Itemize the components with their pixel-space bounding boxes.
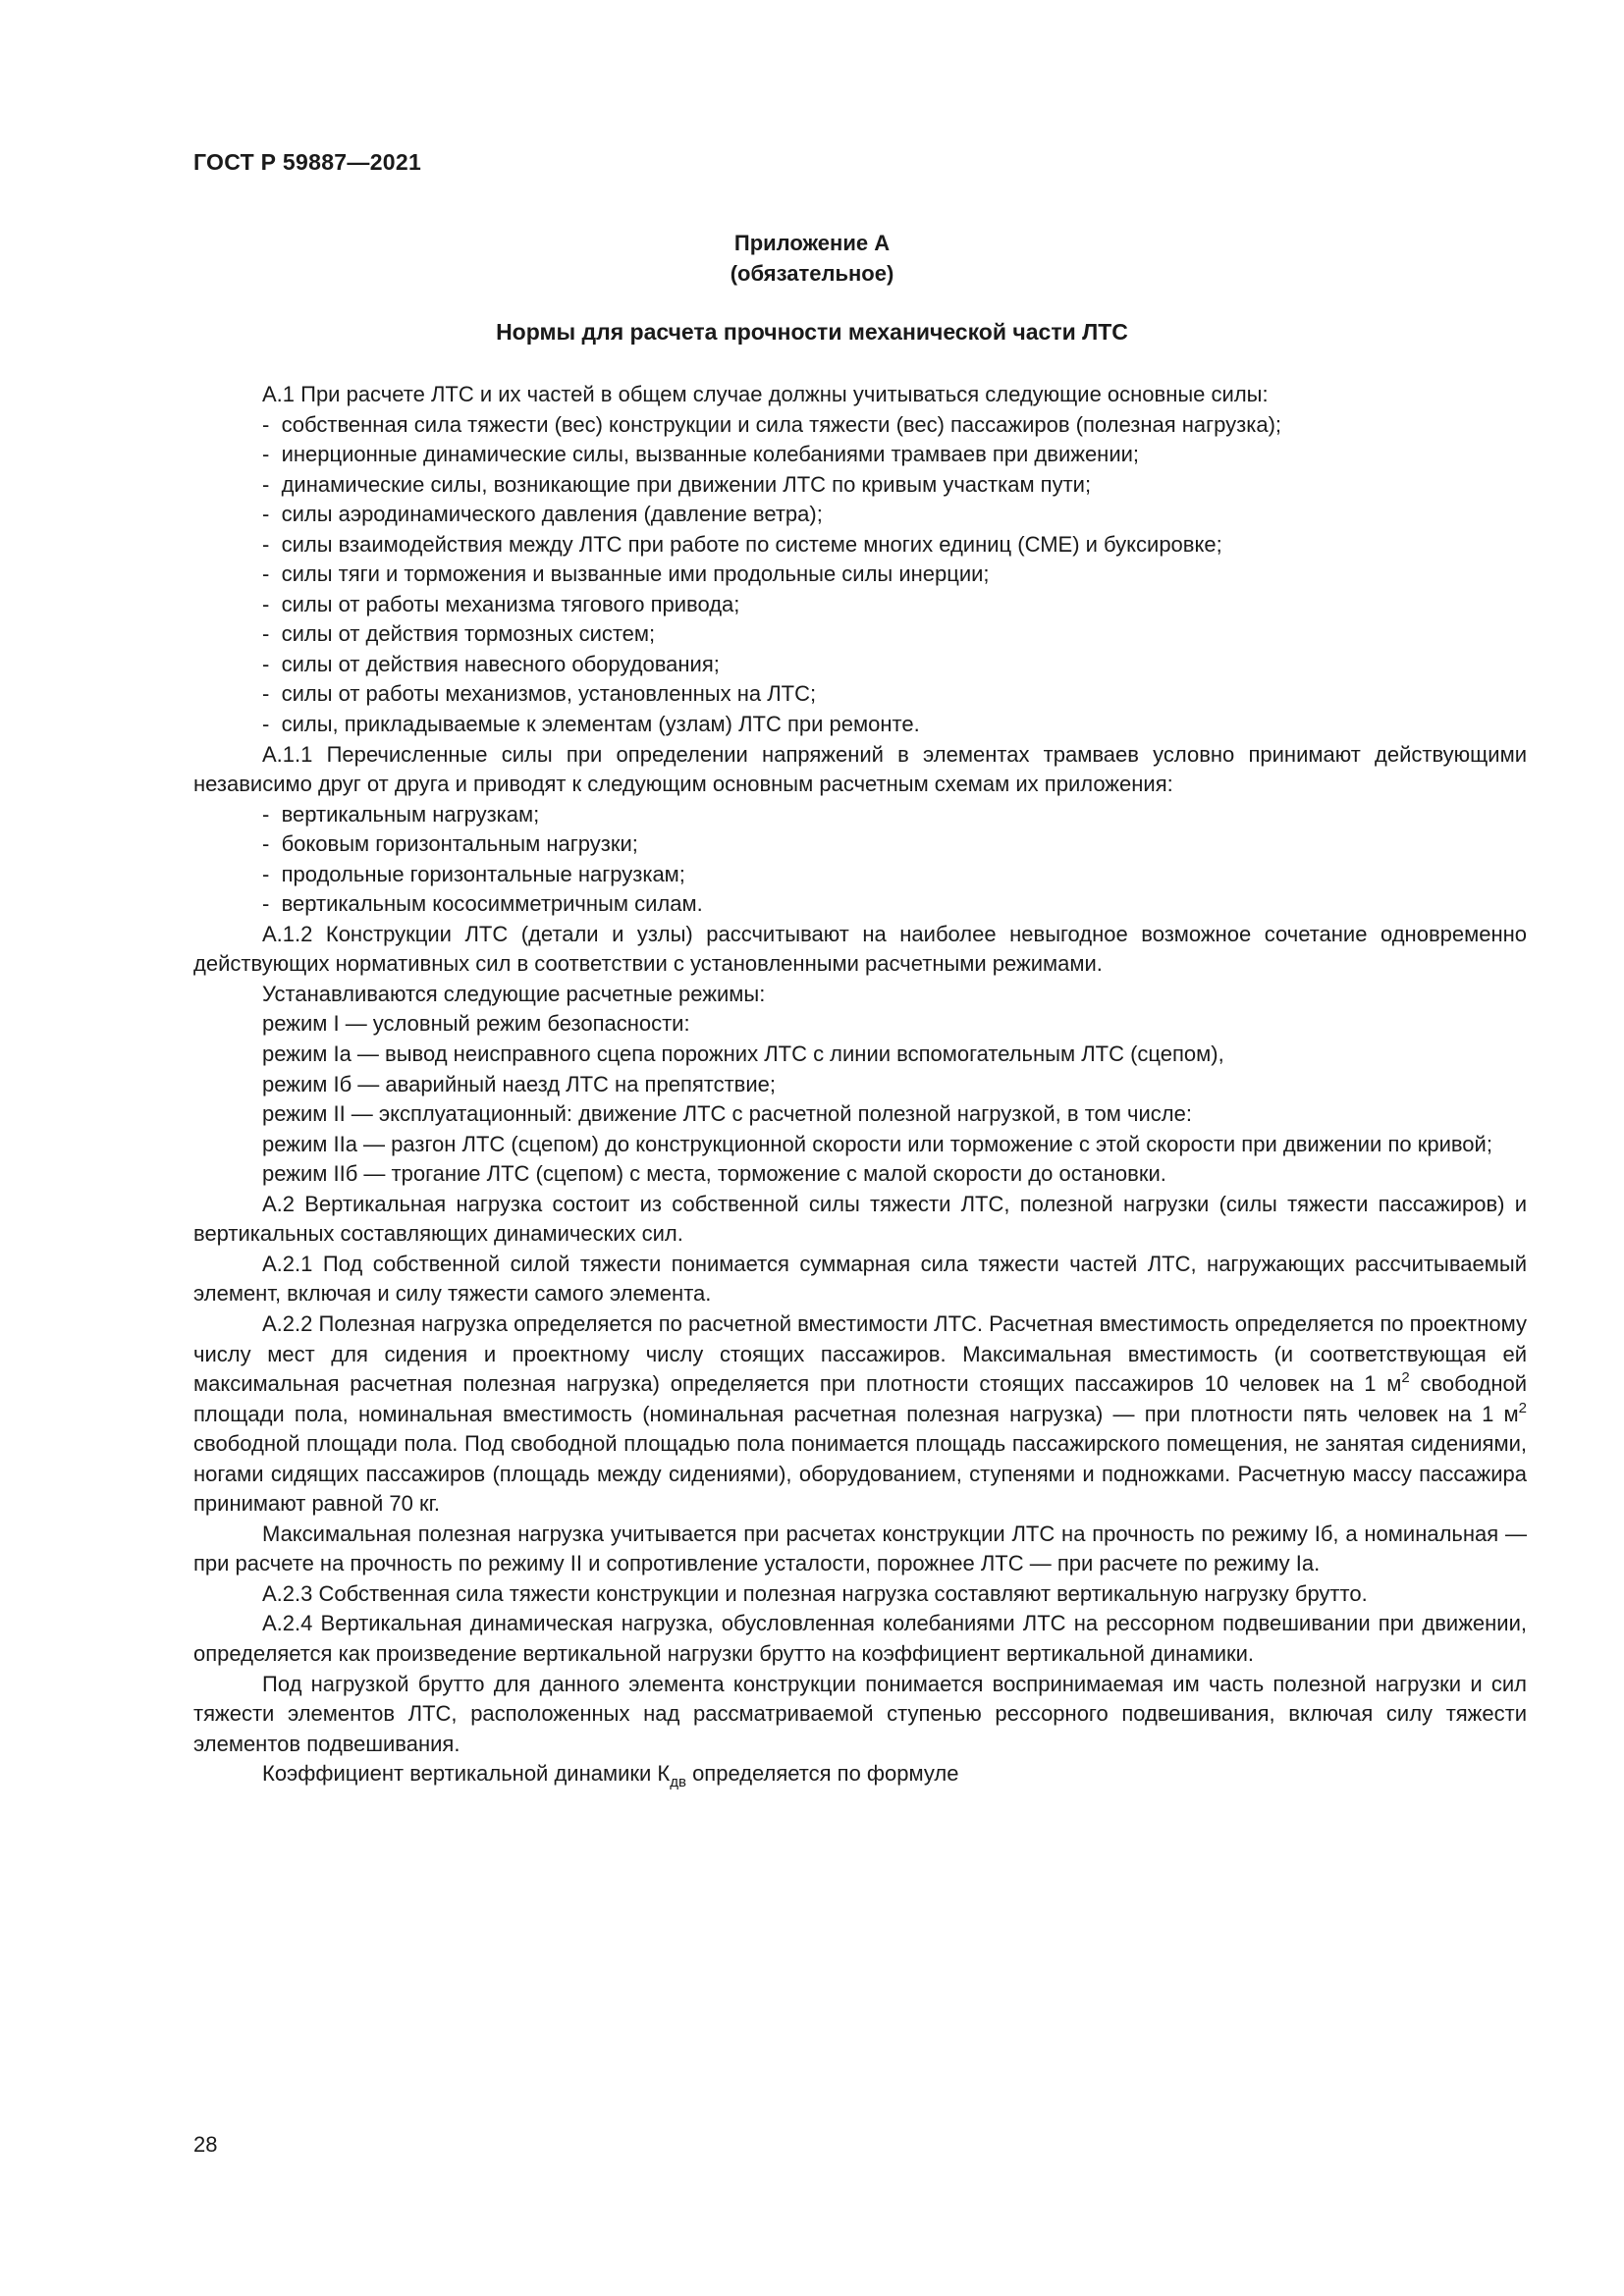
list-item: - силы от действия навесного оборудования; <box>193 650 1527 680</box>
paragraph-a2-4: А.2.4 Вертикальная динамическая нагрузка, обусловленная колебаниями ЛТС на рессорном подвешивании при движении, определяется как произведение вертикальной нагрузки брутто на коэффициент вертикальной динамики. <box>193 1611 1527 1666</box>
list-item: - силы взаимодействия между ЛТС при работе по системе многих единиц (СМЕ) и буксировке; <box>193 530 1527 561</box>
paragraph-a2-1: А.2.1 Под собственной силой тяжести понимается суммарная сила тяжести частей ЛТС, нагружающих рассчитываемый элемент, включая и силу тяжести самого элемента. <box>193 1251 1527 1307</box>
list-item: - инерционные динамические силы, вызванные колебаниями трамваев при движении; <box>193 440 1527 470</box>
modes-intro: Устанавливаются следующие расчетные режимы: <box>262 981 766 1006</box>
list-item: - силы аэродинамического давления (давление ветра); <box>193 500 1527 530</box>
list-item: - динамические силы, возникающие при движении ЛТС по кривым участкам пути; <box>193 470 1527 501</box>
a22-text-1: А.2.2 Полезная нагрузка определяется по расчетной вместимости ЛТС. Расчетная вместимость определяется по проектному числу мест для сидения и проектному числу стоящих пассажиров. Максимальная вместимость (и соответствующая ей максимальная расчетная полезная нагрузка) определяется при плотности стоящих пассажиров 10 человек на 1 м <box>193 1310 1527 1397</box>
paragraph-a1: А.1 При расчете ЛТС и их частей в общем случае должны учитываться следующие основные силы: <box>262 382 1269 406</box>
list-item: - силы от работы механизмов, установленных на ЛТС; <box>193 679 1527 710</box>
appendix-status: (обязательное) <box>730 261 894 286</box>
section-title: Нормы для расчета прочности механической части ЛТС <box>496 319 1128 345</box>
list-item: - вертикальным нагрузкам; <box>193 800 1527 830</box>
mode-item: режим II — эксплуатационный: движение ЛТС с расчетной полезной нагрузкой, в том числе: <box>262 1101 1192 1127</box>
list-item: - собственная сила тяжести (вес) конструкции и сила тяжести (вес) пассажиров (полезная нагрузка); <box>193 410 1527 441</box>
paragraph-a2-2 <box>193 1309 1527 1520</box>
a22-text-3: свободной площади пола. Под свободной площадью пола понимается площадь пассажирского помещения, не занятая сидениями, ногами сидящих пассажиров (площадь между сидениями), оборудованием, ступенями и подножками. Расчетную массу пассажира принимают равной 70 кг. <box>193 1431 1527 1517</box>
subscript: дв <box>670 1774 686 1791</box>
list-item: - силы от работы механизма тягового привода; <box>193 590 1527 620</box>
paragraph-a2: А.2 Вертикальная нагрузка состоит из собственной силы тяжести ЛТС, полезной нагрузки (силы тяжести пассажиров) и вертикальных составляющих динамических сил. <box>193 1191 1527 1247</box>
list-item: - продольные горизонтальные нагрузкам; <box>193 860 1527 890</box>
superscript: 2 <box>1401 1369 1410 1387</box>
paragraph-a2-3: А.2.3 Собственная сила тяжести конструкции и полезная нагрузка составляют вертикальную нагрузку брутто. <box>262 1580 1368 1606</box>
mode-item: режим I — условный режим безопасности: <box>262 1011 690 1037</box>
list-item: - силы от действия тормозных систем; <box>193 619 1527 650</box>
coef-text-2: определяется по формуле <box>685 1761 959 1787</box>
list-item: - силы тяги и торможения и вызванные ими продольные силы инерции; <box>193 560 1527 590</box>
paragraph-a1-2: А.1.2 Конструкции ЛТС (детали и узлы) рассчитывают на наиболее невыгодное возможное сочетание одновременно действующих нормативных сил в соответствии с установленными расчетными режимами. <box>193 921 1527 977</box>
mode-item: режим IIа — разгон ЛТС (сцепом) до конструкционной скорости или торможение с этой скорости при движении по кривой; <box>262 1131 1492 1156</box>
page-number: 28 <box>193 2132 218 2157</box>
paragraph-brutto: Под нагрузкой брутто для данного элемента конструкции понимается воспринимаемая им часть полезной нагрузки и сил тяжести элементов ЛТС, расположенных над рассматриваемой ступенью рессорного подвешивания, включая силу тяжести элементов подвешивания. <box>193 1671 1527 1756</box>
mode-item: режим Iб — аварийный наезд ЛТС на препятствие; <box>262 1071 776 1096</box>
document-code: ГОСТ Р 59887—2021 <box>193 149 422 175</box>
list-item: - вертикальным кососимметричным силам. <box>193 889 1527 920</box>
superscript: 2 <box>1518 1399 1527 1416</box>
mode-item: режим Iа — вывод неисправного сцепа порожних ЛТС с линии вспомогательным ЛТС (сцепом), <box>262 1041 1224 1067</box>
paragraph-coefficient <box>193 1759 1527 1789</box>
a22-text-2: свободной площади пола, номинальная вместимость (номинальная расчетная полезная нагрузка) — при плотности пять человек на 1 м <box>193 1371 1527 1426</box>
document-body <box>193 380 1527 1789</box>
appendix-label: Приложение А <box>733 231 891 255</box>
list-item: - силы, прикладываемые к элементам (узлам) ЛТС при ремонте. <box>193 710 1527 740</box>
list-item: - боковым горизонтальным нагрузки; <box>193 829 1527 860</box>
paragraph-max-load: Максимальная полезная нагрузка учитывается при расчетах конструкции ЛТС на прочность по режиму Iб, а номинальная — при расчете на прочность по режиму II и сопротивление усталости, порожнее ЛТС — при расчете по режиму Iа. <box>193 1521 1527 1576</box>
appendix-heading <box>0 228 1624 289</box>
coef-text-1: Коэффициент вертикальной динамики К <box>262 1761 671 1787</box>
mode-item: режим IIб — трогание ЛТС (сцепом) с места, торможение с малой скорости до остановки. <box>262 1161 1166 1187</box>
paragraph-a1-1: А.1.1 Перечисленные силы при определении напряжений в элементах трамваев условно принимают действующими независимо друг от друга и приводят к следующим основным расчетным схемам их приложения: <box>193 741 1527 797</box>
